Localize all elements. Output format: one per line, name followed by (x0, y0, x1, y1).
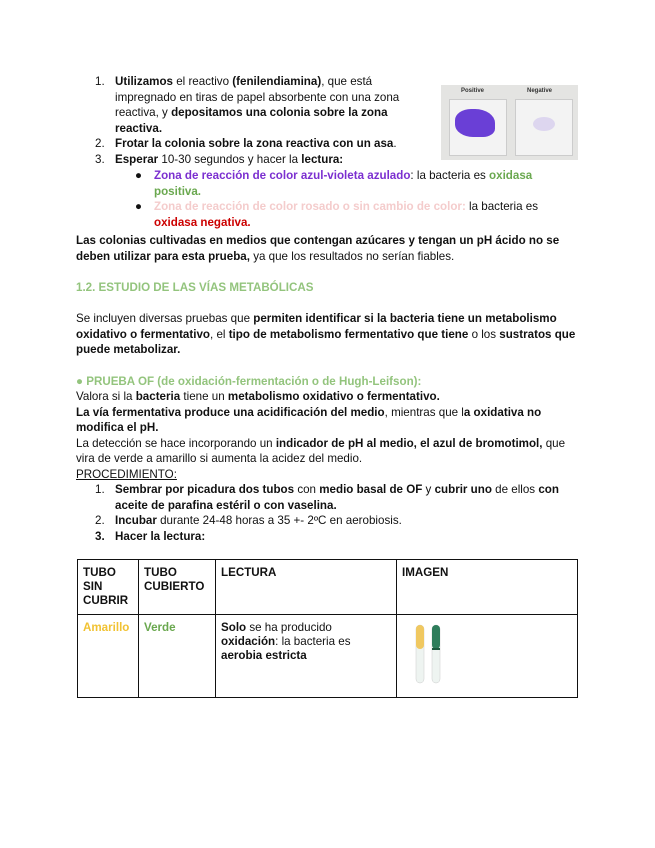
text-segment: Valora si la (76, 390, 136, 403)
list-number: 2. (95, 137, 105, 150)
list-number: 3. (95, 152, 105, 166)
text-segment: metabolismo oxidativo o fermentativo. (227, 390, 440, 403)
step-text (115, 137, 397, 150)
cell-image (397, 615, 578, 698)
bullet-icon: ● (135, 169, 143, 182)
text-segment: , que está impregnado en tiras de papel absorbente con una zona reactiva, y (115, 75, 400, 119)
text-segment: sustratos que puede metabolizar. (76, 327, 576, 356)
text-segment: medio basal de OF (319, 483, 423, 496)
of-results-table (77, 559, 578, 698)
text-segment: . (393, 137, 397, 150)
of-test-heading: ● PRUEBA OF (de oxidación-fermentación o de Hugh-Leifson): (76, 375, 422, 388)
text-segment: Las colonias cultivadas en medios que contengan azúcares y tengan un pH ácido no se deben utilizar para esta prueba, (76, 234, 560, 263)
text-segment: lectura: (301, 152, 344, 166)
text-segment: Zona de reacción de color azul-violeta azulado (154, 169, 411, 182)
list-number: 3. (95, 529, 105, 543)
oxidase-test-image (441, 85, 578, 160)
test-tubes-image (402, 621, 462, 687)
text-segment: (fenilendiamina) (232, 75, 322, 88)
section-heading: 1.2. ESTUDIO DE LAS VÍAS METABÓLICAS (76, 281, 314, 294)
bullet-icon: ● (135, 200, 143, 213)
list-number: 1. (95, 483, 105, 496)
text-segment: indicador de pH al medio, el azul de bromotimol, (275, 436, 543, 450)
text-segment: o los (468, 327, 500, 341)
of-description (76, 389, 576, 544)
list-item (76, 74, 416, 136)
text-segment: Hacer la lectura: (115, 529, 206, 543)
text-segment: con aceite de parafina estéril o con vaselina. (115, 483, 559, 512)
list-number: 1. (95, 75, 105, 88)
text-segment: que vira de verde a amarillo si aumenta la acidez del medio. (76, 436, 566, 465)
header-uncovered: TUBO SIN CUBRIR (78, 560, 139, 615)
text-segment: bacteria (135, 390, 181, 403)
list-item (76, 513, 576, 529)
bullet-item (76, 199, 576, 230)
list-item (76, 482, 576, 513)
step-text (115, 75, 399, 135)
result-bullets (76, 168, 576, 230)
text-segment: de ellos (491, 483, 539, 496)
text-segment: ya que los resultados no serían fiables. (249, 249, 455, 263)
step-text (115, 530, 205, 543)
positive-label: Positive (461, 88, 485, 94)
text-segment: permiten identificar si la bacteria tiene un metabolismo oxidativo o fermentativo (76, 312, 557, 341)
text-segment: La detección se hace incorporando un (76, 436, 276, 450)
text-segment: Se incluyen diversas pruebas que (76, 312, 254, 325)
table-row (78, 615, 578, 698)
text-segment: depositamos una colonia sobre la zona reactiva. (115, 106, 388, 135)
list-number: 2. (95, 514, 105, 527)
text-segment: el reactivo (172, 75, 233, 88)
text-segment: durante 24-48 horas a 35 +- 2ºC en aerobiosis. (156, 514, 402, 527)
text-segment: se ha producido (246, 621, 332, 634)
cell-uncovered: Amarillo (78, 615, 139, 698)
cell-reading (216, 615, 397, 698)
table-header-row (78, 560, 578, 615)
intro-paragraph (76, 311, 576, 358)
step-text (115, 153, 343, 166)
text-segment: oxidación (221, 635, 276, 648)
text-segment: la bacteria es (465, 200, 538, 213)
text-segment: 10-30 segundos y hacer la (158, 152, 302, 166)
text-segment: , mientras que l (384, 405, 464, 419)
warning-paragraph (76, 233, 576, 264)
oxidase-steps (76, 74, 416, 167)
negative-label: Negative (527, 88, 553, 94)
header-reading: LECTURA (216, 560, 397, 615)
text-segment: Solo (221, 621, 247, 634)
text-segment: cubrir uno (434, 483, 492, 496)
text-segment: La vía fermentativa produce una acidificación del medio (76, 405, 385, 419)
list-item (76, 529, 576, 545)
text-segment: tiene un (180, 390, 228, 403)
text-segment: a oxidativa no modifica el pH. (76, 405, 542, 434)
text-segment: oxidasa negativa. (154, 215, 251, 229)
text-segment: con (294, 483, 320, 496)
text-segment: aerobia estricta (221, 649, 307, 662)
paragraph (76, 436, 576, 467)
text-segment: oxidasa positiva. (154, 169, 533, 198)
text-segment: Incubar (115, 514, 157, 527)
text-segment: Zona de reacción de color rosado o sin cambio de color: (154, 200, 466, 213)
bullet-item (76, 168, 576, 199)
step-text (115, 514, 402, 527)
text-segment: y (422, 483, 435, 496)
text-segment: , el (210, 327, 229, 341)
cell-covered: Verde (139, 615, 216, 698)
step-text (115, 483, 559, 512)
header-image: IMAGEN (397, 560, 578, 615)
text-segment: Utilizamos (115, 75, 173, 88)
text-segment: Sembrar por picadura dos tubos (115, 483, 295, 496)
bullet-text (154, 200, 538, 229)
paragraph (76, 389, 576, 405)
text-segment: : la bacteria es (275, 635, 351, 648)
text-segment: Frotar la colonia sobre la zona reactiva con un asa (115, 137, 394, 150)
header-covered: TUBO CUBIERTO (139, 560, 216, 615)
text-segment: tipo de metabolismo fermentativo que tiene (228, 327, 469, 341)
paragraph (76, 405, 576, 436)
text-segment: Esperar (115, 152, 159, 166)
text-segment: : la bacteria es (410, 169, 490, 182)
bullet-text (154, 169, 532, 198)
procedure-label: PROCEDIMIENTO: (76, 467, 177, 481)
